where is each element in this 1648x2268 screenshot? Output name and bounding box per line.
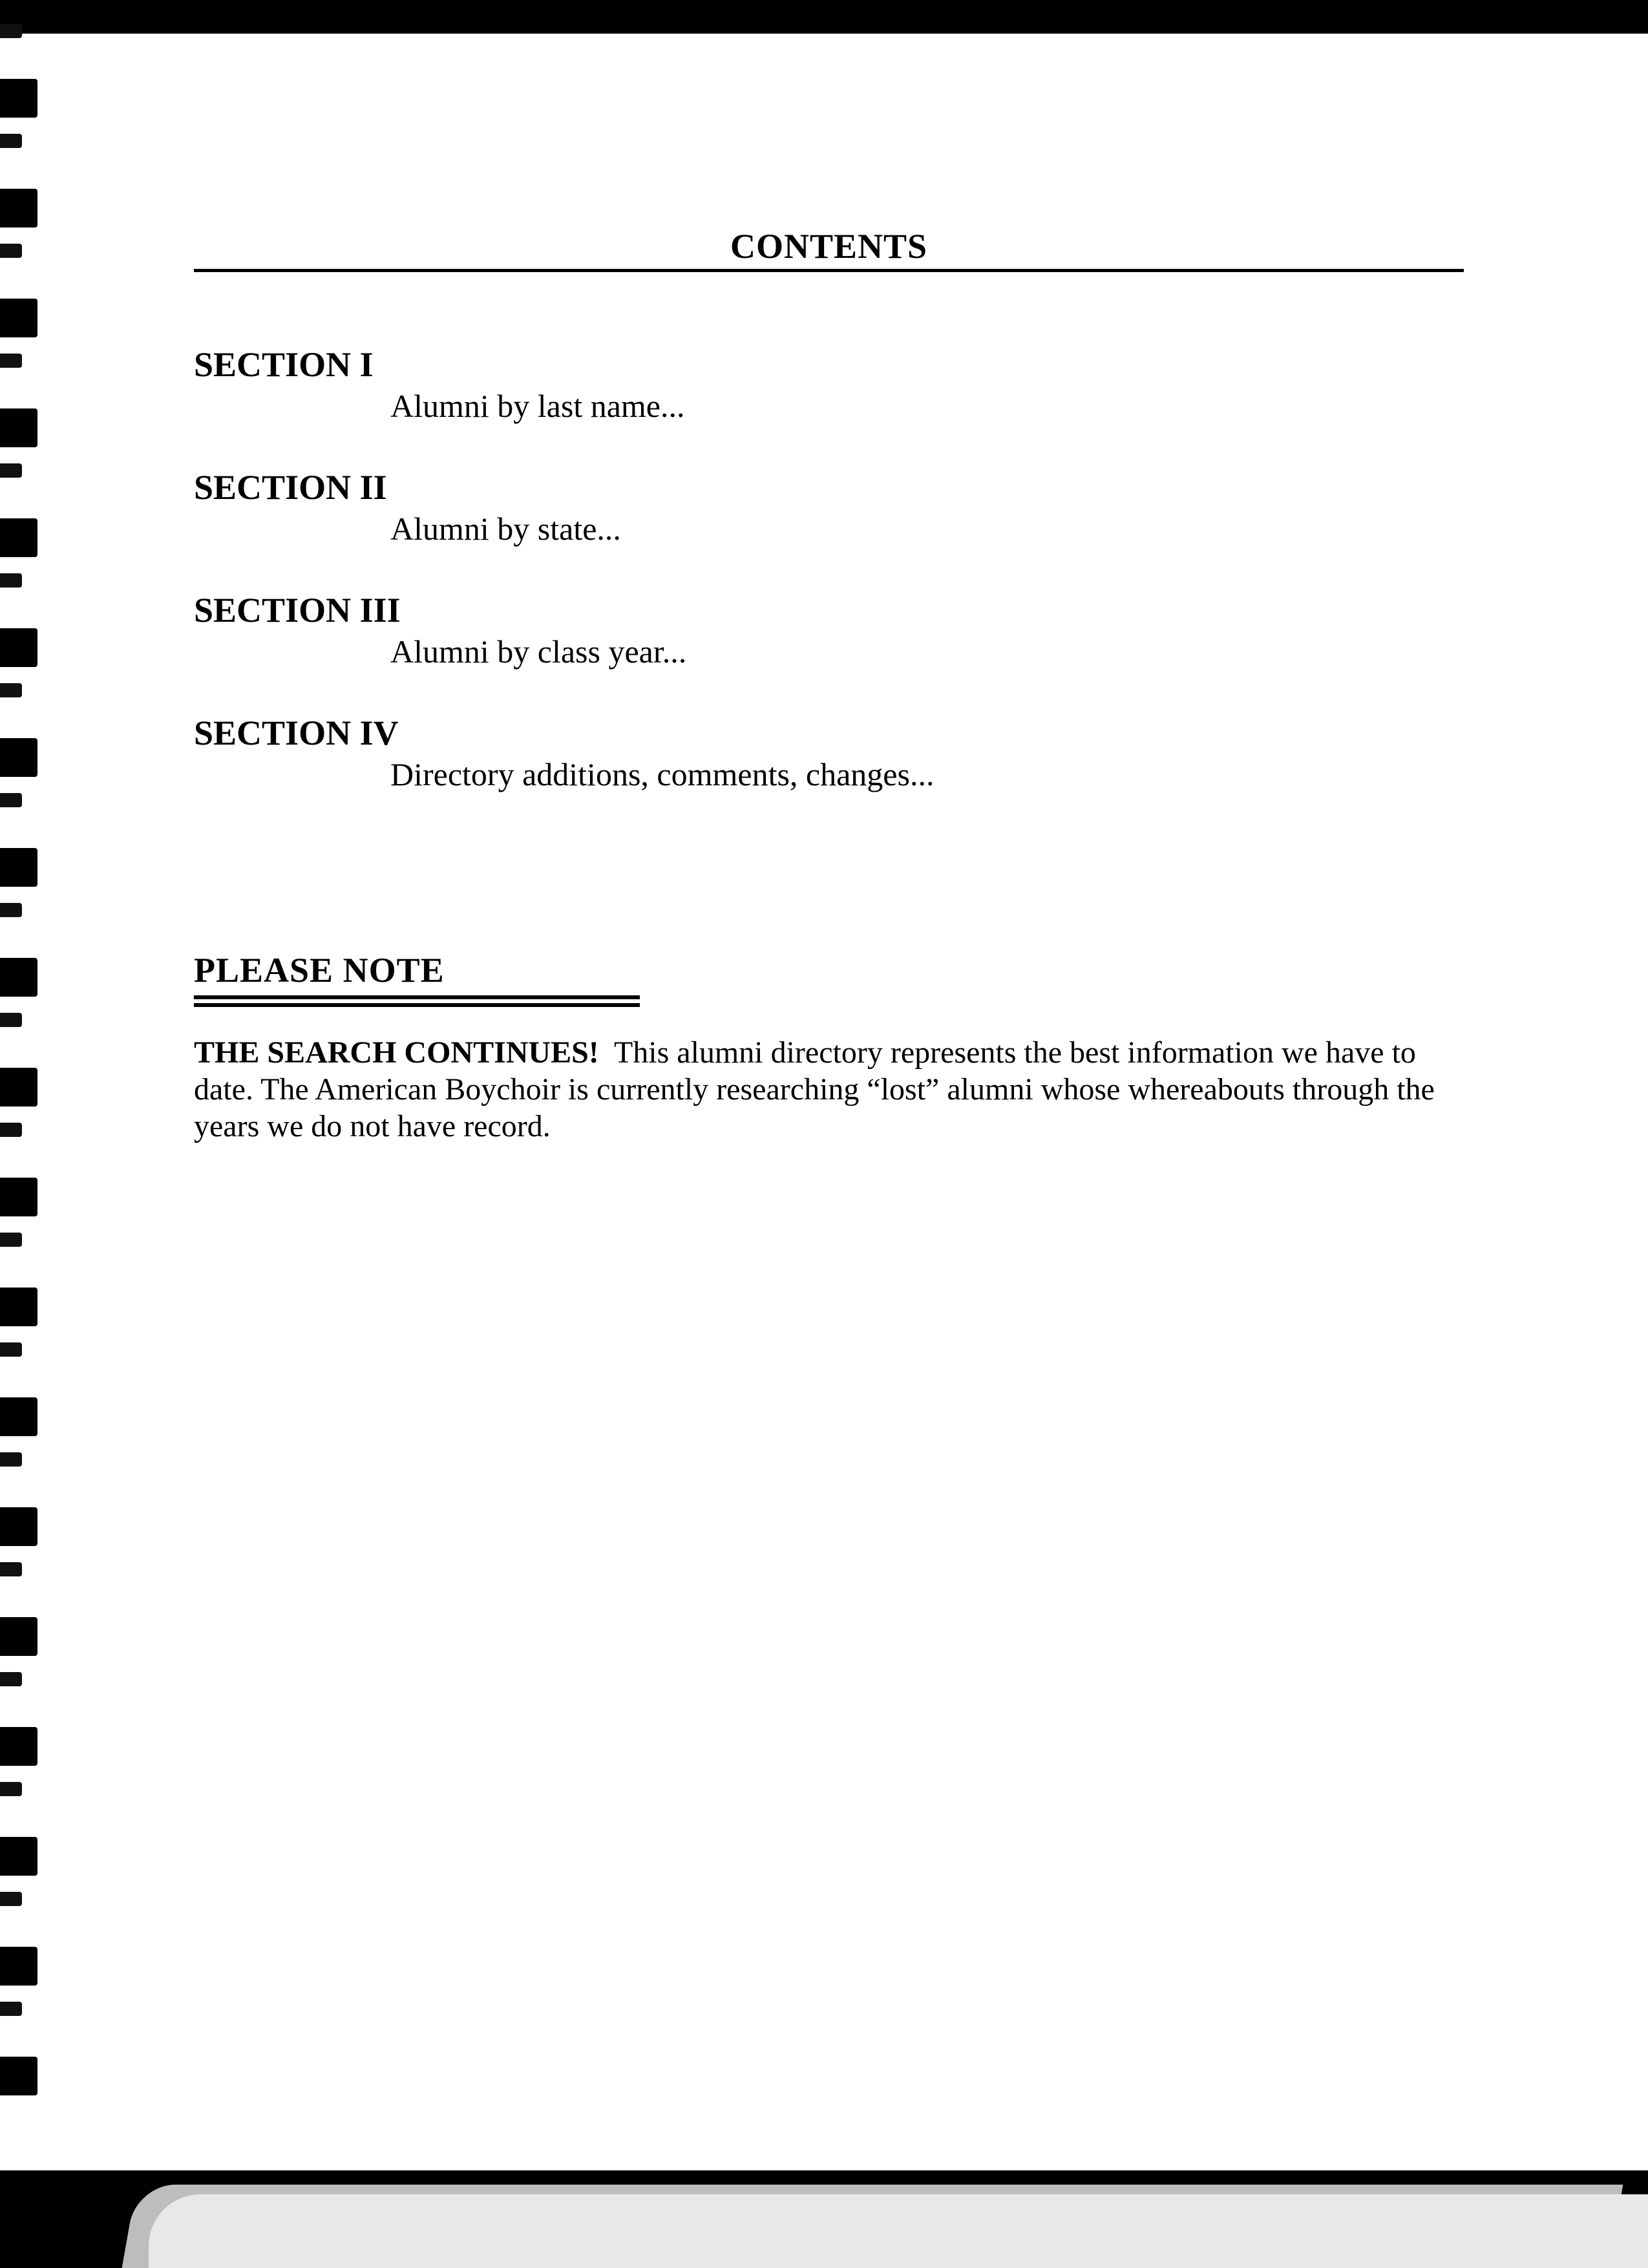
binding-tab — [0, 1617, 37, 1656]
binding-tab — [0, 1562, 22, 1576]
binding-tab — [0, 1123, 22, 1137]
section-description: Alumni by state... — [390, 511, 621, 547]
section-description: Alumni by class year... — [390, 633, 687, 670]
section-3 — [194, 589, 1422, 672]
binding-tab — [0, 1672, 22, 1686]
scan-page-curl — [149, 2194, 1648, 2268]
binding-tab — [0, 1782, 22, 1796]
binding-tab — [0, 1507, 37, 1546]
scan-top-border — [0, 0, 1648, 34]
binding-tab — [0, 1342, 22, 1357]
binding-tab — [0, 1178, 37, 1216]
binding-tab — [0, 628, 37, 667]
binding-tab — [0, 1727, 37, 1766]
please-note-rule-top — [194, 995, 640, 999]
binding-tab — [0, 79, 37, 118]
binding-tab — [0, 1452, 22, 1467]
please-note-heading: PLEASE NOTE — [194, 951, 445, 990]
binding-tab — [0, 1068, 37, 1107]
spiral-binding — [0, 34, 52, 2160]
section-label: SECTION II — [194, 468, 387, 507]
contents-title: CONTENTS — [730, 227, 928, 266]
binding-tab — [0, 299, 37, 337]
binding-tab — [0, 408, 37, 447]
binding-tab — [0, 134, 22, 148]
binding-tab — [0, 793, 22, 807]
section-1 — [194, 344, 1422, 427]
binding-tab — [0, 903, 22, 917]
binding-tab — [0, 1837, 37, 1876]
please-note-lead: THE SEARCH CONTINUES! — [194, 1035, 599, 1070]
section-description: Directory additions, comments, changes... — [390, 756, 935, 792]
binding-tab — [0, 958, 37, 997]
section-label: SECTION I — [194, 345, 374, 384]
binding-tab — [0, 573, 22, 588]
section-label: SECTION III — [194, 591, 401, 630]
binding-tab — [0, 2057, 37, 2095]
section-2 — [194, 467, 1422, 549]
contents-title-rule — [194, 269, 1464, 272]
binding-tab — [0, 189, 37, 228]
binding-tab — [0, 2002, 22, 2016]
please-note-body — [194, 1034, 1454, 1145]
binding-tab — [0, 1288, 37, 1326]
section-description: Alumni by last name... — [390, 388, 685, 424]
binding-tab — [0, 24, 22, 38]
binding-tab — [0, 738, 37, 777]
binding-tab — [0, 1397, 37, 1436]
section-label: SECTION IV — [194, 714, 399, 752]
binding-tab — [0, 848, 37, 887]
binding-tab — [0, 1947, 37, 1986]
please-note-text: This alumni directory represents the best information we have to date. The American Boychoir is currently researching “lost” alumni whose whereabouts through the years we do not have record. — [194, 1035, 1435, 1143]
binding-tab — [0, 1892, 22, 1906]
binding-tab — [0, 1013, 22, 1027]
binding-tab — [0, 1233, 22, 1247]
binding-tab — [0, 518, 37, 557]
binding-tab — [0, 244, 22, 258]
binding-tab — [0, 354, 22, 368]
binding-tab — [0, 683, 22, 697]
please-note-rule-bottom — [194, 1003, 640, 1007]
binding-tab — [0, 463, 22, 478]
section-4 — [194, 712, 1422, 795]
